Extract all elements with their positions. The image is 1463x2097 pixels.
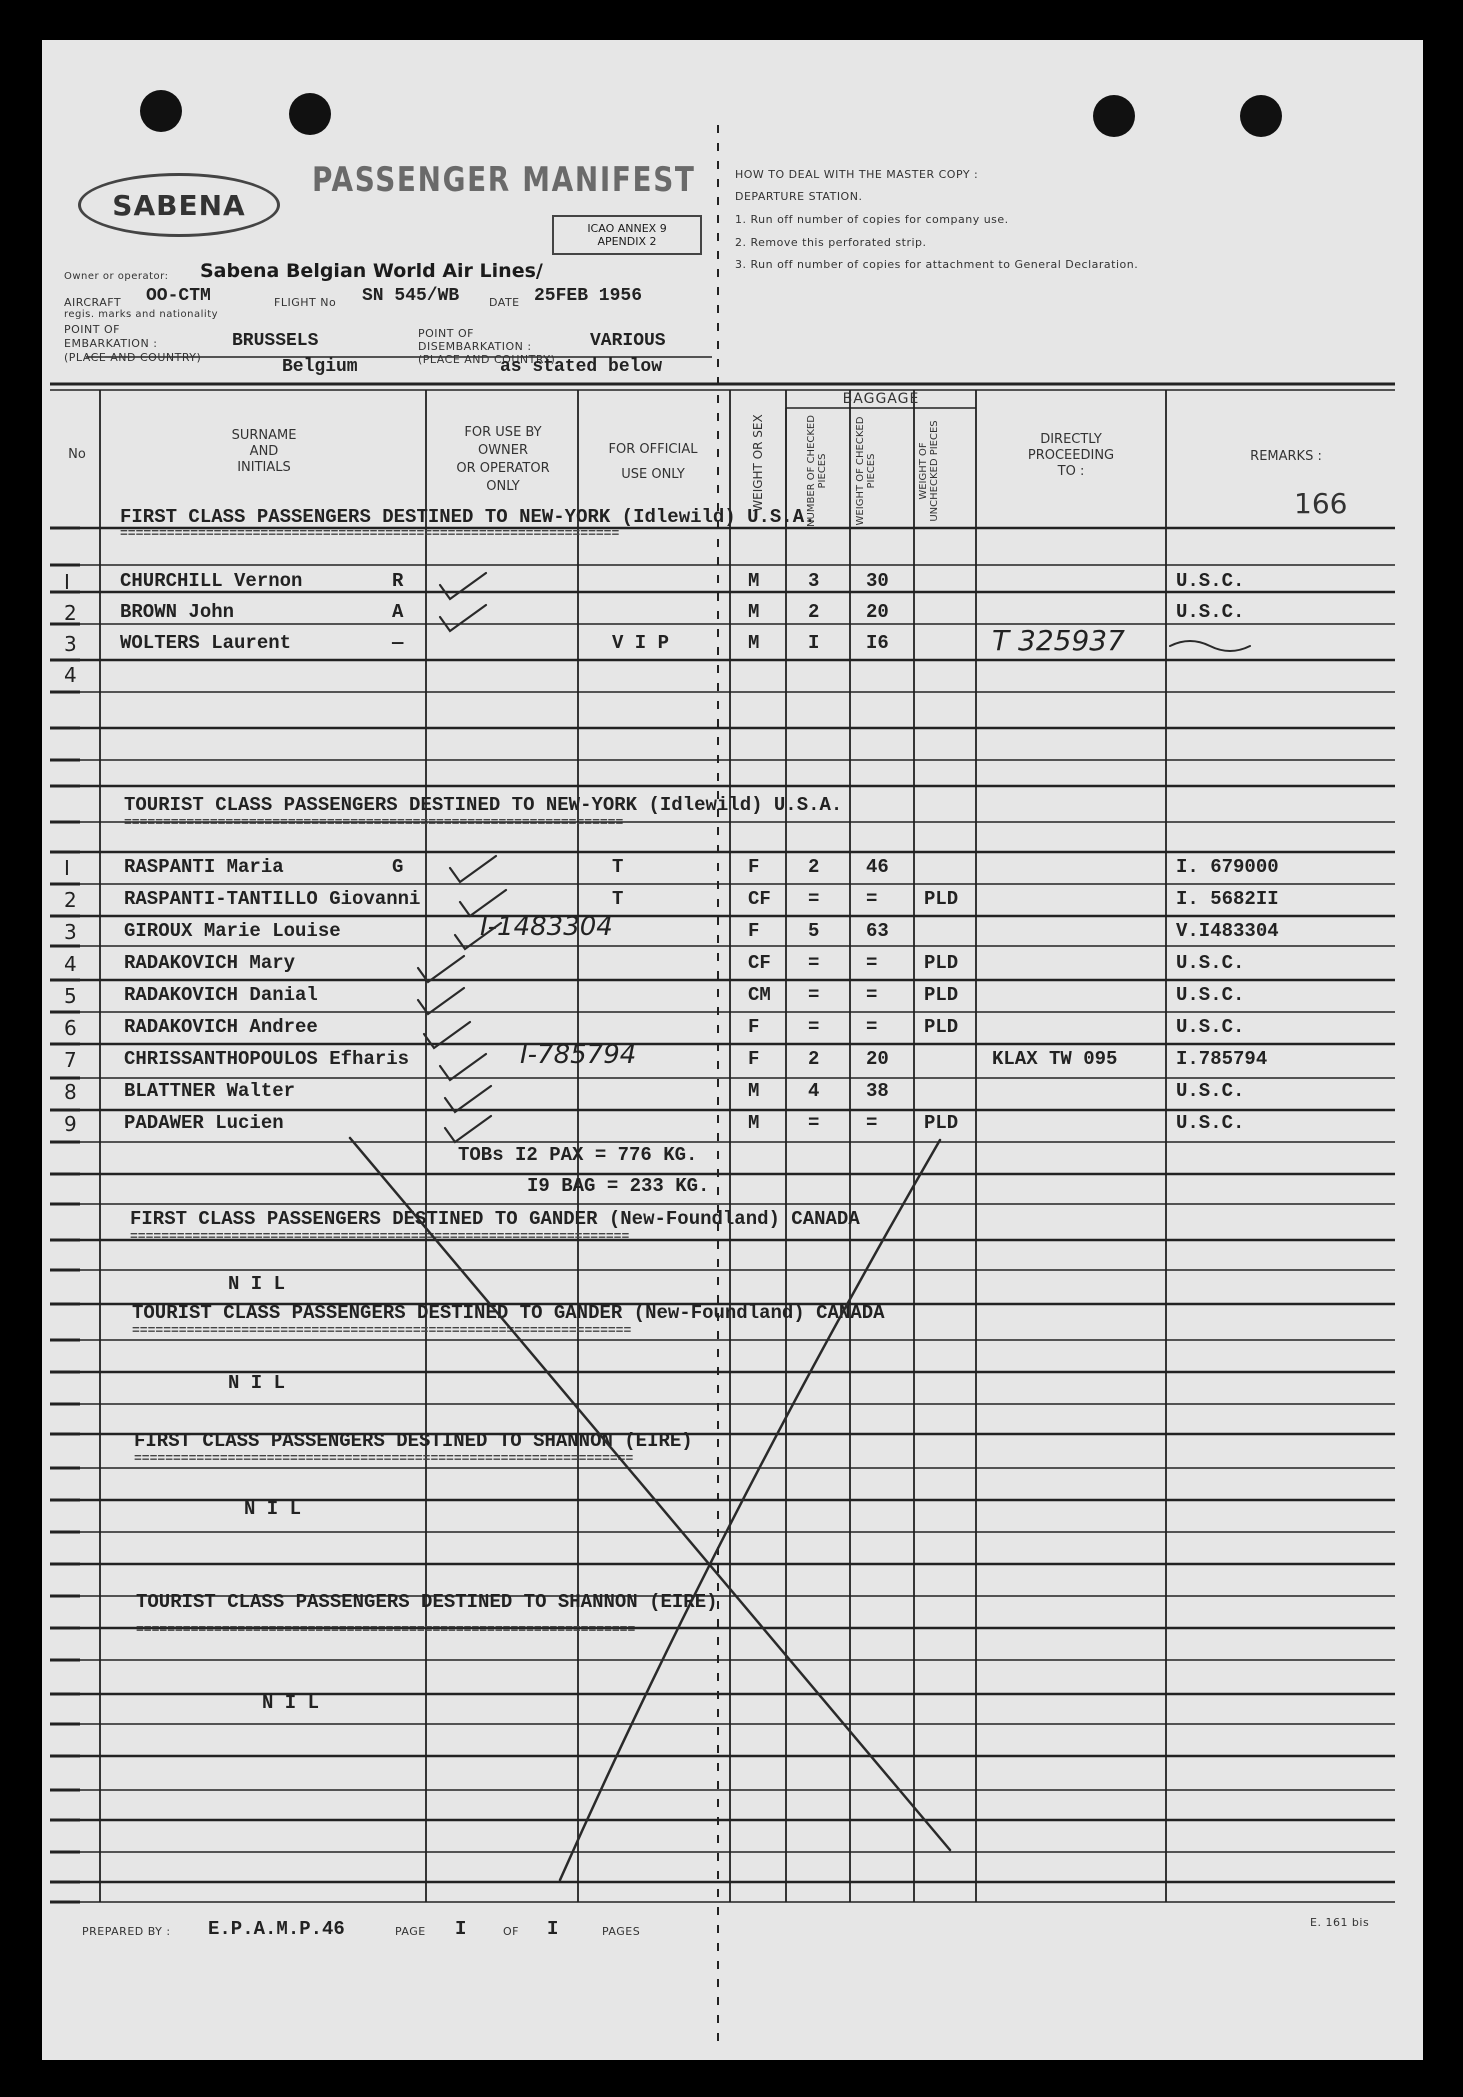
instructions-line-3: 1. Run off number of copies for company use. xyxy=(735,213,1009,226)
cell-pcs: 2 xyxy=(808,601,820,623)
cell-init: G xyxy=(392,856,404,878)
cell-remarks: I.785794 xyxy=(1176,1048,1268,1070)
operator-value: Sabena Belgian World Air Lines/ xyxy=(200,260,543,282)
cell-sex: CF xyxy=(748,888,771,910)
cell-unchk: PLD xyxy=(924,1016,959,1038)
cell-wt: I6 xyxy=(866,632,889,654)
totals-pax: TOBs I2 PAX = 776 KG. xyxy=(458,1144,698,1166)
cell-pcs: 4 xyxy=(808,1080,820,1102)
nil-shannon-first: N I L xyxy=(244,1498,302,1520)
col-sex-header: WEIGHT OR SEX xyxy=(751,414,765,512)
aircraft-sublabel: regis. marks and nationality xyxy=(64,309,219,320)
cell-no: 4 xyxy=(64,952,77,976)
cell-no: 9 xyxy=(64,1112,77,1136)
check-mark xyxy=(460,890,506,916)
cell-no: 3 xyxy=(64,632,77,656)
check-mark xyxy=(440,573,486,599)
cell-name: BROWN John xyxy=(120,601,235,623)
col-baggage-header: BAGGAGE xyxy=(842,391,920,407)
cell-pcs: = xyxy=(808,888,820,910)
col-owner-line: OWNER xyxy=(477,443,529,458)
section-first-class-new-york: FIRST CLASS PASSENGERS DESTINED TO NEW-YORK (Idlewild) U.S.A. xyxy=(120,506,816,528)
col-official-line: USE ONLY xyxy=(621,467,685,482)
flight-label: FLIGHT No xyxy=(274,296,337,309)
cell-name: BLATTNER Walter xyxy=(124,1080,296,1102)
embarkation-country: Belgium xyxy=(282,357,358,377)
cell-pcs: = xyxy=(808,1016,820,1038)
cell-sex: F xyxy=(748,856,760,878)
check-mark xyxy=(445,1116,491,1142)
cell-name: RASPANTI Maria xyxy=(124,856,284,878)
section-first-class-shannon: FIRST CLASS PASSENGERS DESTINED TO SHANNON (EIRE) xyxy=(134,1430,693,1452)
disembarkation-country: as stated below xyxy=(500,357,663,377)
dash-rule: ================================================================ xyxy=(136,1622,636,1637)
col-wt-unchecked-header: WEIGHT OF UNCHECKED PIECES xyxy=(918,420,940,522)
col-owner-line: FOR USE BY xyxy=(464,425,542,440)
cell-sex: M xyxy=(748,1080,760,1102)
section-first-class-gander: FIRST CLASS PASSENGERS DESTINED TO GANDER (New-Foundland) CANADA xyxy=(130,1208,860,1230)
cell-pcs: 3 xyxy=(808,570,820,592)
cell-sex: F xyxy=(748,920,760,942)
cell-name: PADAWER Lucien xyxy=(124,1112,284,1134)
cell-remarks: U.S.C. xyxy=(1176,1016,1245,1038)
cell-wt: 63 xyxy=(866,920,889,942)
cell-remarks: U.S.C. xyxy=(1176,1080,1245,1102)
cell-unchk: PLD xyxy=(924,952,959,974)
cell-wt: = xyxy=(866,888,878,910)
cell-sex: M xyxy=(748,1112,760,1134)
cell-sex: F xyxy=(748,1016,760,1038)
cell-no: 8 xyxy=(64,1080,77,1104)
cell-official: T xyxy=(612,888,624,910)
cell-pcs: 2 xyxy=(808,1048,820,1070)
cell-no: 2 xyxy=(64,888,77,912)
cell-pcs: = xyxy=(808,984,820,1006)
of-label: OF xyxy=(503,1925,519,1938)
cell-proc: KLAX TW 095 xyxy=(992,1048,1118,1070)
instructions-line-2: DEPARTURE STATION. xyxy=(735,190,863,203)
col-wt-checked-header: WEIGHT OF CHECKED PIECES xyxy=(855,416,877,526)
section-tourist-class-shannon: TOURIST CLASS PASSENGERS DESTINED TO SHANNON (EIRE) xyxy=(136,1591,718,1613)
cell-wt: 30 xyxy=(866,570,889,592)
form-title: PASSENGER MANIFEST xyxy=(312,160,696,200)
cell-no: 6 xyxy=(64,1016,77,1040)
col-num-checked-header: NUMBER OF CHECKED PIECES xyxy=(806,415,828,527)
page-label: PAGE xyxy=(395,1925,426,1938)
cell-init: — xyxy=(392,632,404,654)
check-mark xyxy=(440,1054,486,1080)
col-name-line: AND xyxy=(249,444,279,459)
aircraft-value: OO-CTM xyxy=(146,286,211,306)
date-value: 25FEB 1956 xyxy=(534,286,643,306)
cell-official: T xyxy=(612,856,624,878)
embarkation-label-1: POINT OF xyxy=(64,323,120,336)
check-mark xyxy=(424,1022,470,1048)
check-mark xyxy=(440,605,486,631)
handwritten-number: I-1483304 xyxy=(480,912,613,942)
cell-init: A xyxy=(392,601,404,623)
handwritten-number: I-785794 xyxy=(520,1040,637,1070)
form-code: E. 161 bis xyxy=(1310,1916,1370,1929)
col-name-line: SURNAME xyxy=(231,428,297,443)
embarkation-label-2: EMBARKATION : xyxy=(64,337,158,350)
disembarkation-label-1: POINT OF xyxy=(418,327,474,340)
check-mark xyxy=(418,988,464,1014)
cell-official: V I P xyxy=(612,632,670,654)
cell-wt: 20 xyxy=(866,1048,889,1070)
cell-name: RADAKOVICH Andree xyxy=(124,1016,318,1038)
cell-unchk: PLD xyxy=(924,984,959,1006)
cell-unchk: PLD xyxy=(924,1112,959,1134)
cell-pcs: = xyxy=(808,1112,820,1134)
dash-rule: ================================================================ xyxy=(132,1323,632,1338)
cell-wt: 20 xyxy=(866,601,889,623)
col-owner-line: OR OPERATOR xyxy=(456,461,550,476)
cell-remarks: U.S.C. xyxy=(1176,601,1245,623)
scribble xyxy=(1170,641,1250,651)
cell-no: I xyxy=(64,856,70,880)
nil-shannon-tourist: N I L xyxy=(262,1692,320,1714)
cell-pcs: 2 xyxy=(808,856,820,878)
dash-rule: ================================================================ xyxy=(134,1451,634,1466)
page-value: I xyxy=(455,1918,467,1940)
col-remarks-header: REMARKS : xyxy=(1250,449,1322,464)
cell-remarks: U.S.C. xyxy=(1176,1112,1245,1134)
cell-sex: M xyxy=(748,570,760,592)
cell-name: CHRISSANTHOPOULOS Efharis xyxy=(124,1048,410,1070)
cell-remarks: I. 5682II xyxy=(1176,888,1279,910)
cell-sex: F xyxy=(748,1048,760,1070)
cell-no: 7 xyxy=(64,1048,77,1072)
check-mark xyxy=(418,956,464,982)
aircraft-label: AIRCRAFT xyxy=(64,296,122,309)
cell-wt: = xyxy=(866,984,878,1006)
col-proceeding-line: PROCEEDING xyxy=(1027,448,1115,463)
dash-rule: ================================================================ xyxy=(130,1229,630,1244)
cell-remarks: I. 679000 xyxy=(1176,856,1279,878)
cell-wt: = xyxy=(866,1016,878,1038)
cell-no: I xyxy=(64,570,70,594)
instructions-line-4: 2. Remove this perforated strip. xyxy=(735,236,927,249)
cell-wt: 38 xyxy=(866,1080,889,1102)
flight-value: SN 545/WB xyxy=(362,286,460,306)
cell-pcs: I xyxy=(808,632,820,654)
embarkation-value: BRUSSELS xyxy=(232,331,319,351)
section-tourist-class-gander: TOURIST CLASS PASSENGERS DESTINED TO GANDER (New-Foundland) CANADA xyxy=(132,1302,885,1324)
annex-line-1: ICAO ANNEX 9 xyxy=(587,222,667,235)
cell-wt: 46 xyxy=(866,856,889,878)
of-value: I xyxy=(547,1918,559,1940)
cell-sex: CM xyxy=(748,984,771,1006)
dash-rule: ================================================================ xyxy=(120,526,620,541)
disembarkation-label-2: DISEMBARKATION : xyxy=(418,340,532,353)
cell-name: RADAKOVICH Mary xyxy=(124,952,296,974)
instructions-line-1: HOW TO DEAL WITH THE MASTER COPY : xyxy=(735,168,979,181)
cell-wt: = xyxy=(866,952,878,974)
cell-no: 3 xyxy=(64,920,77,944)
check-mark xyxy=(455,923,501,949)
check-mark xyxy=(445,1086,491,1112)
cell-proc: T 325937 xyxy=(992,624,1125,657)
col-proceeding-line: TO : xyxy=(1057,464,1085,479)
instructions-line-5: 3. Run off number of copies for attachment to General Declaration. xyxy=(735,258,1139,271)
prepared-by-value: E.P.A.M.P.46 xyxy=(208,1918,345,1940)
col-no-header: No xyxy=(68,447,86,462)
nil-gander-first: N I L xyxy=(228,1273,286,1295)
cell-pcs: = xyxy=(808,952,820,974)
section-tourist-class-new-york: TOURIST CLASS PASSENGERS DESTINED TO NEW-YORK (Idlewild) U.S.A. xyxy=(124,794,843,816)
cell-name: RASPANTI-TANTILLO Giovanni xyxy=(124,888,421,910)
cross-out-stroke xyxy=(350,1138,950,1850)
cell-name: WOLTERS Laurent xyxy=(120,632,292,654)
col-official-line: FOR OFFICIAL xyxy=(608,442,698,457)
embarkation-label-3: (PLACE AND COUNTRY) xyxy=(64,351,202,364)
cell-remarks: U.S.C. xyxy=(1176,952,1245,974)
cell-unchk: PLD xyxy=(924,888,959,910)
cell-init: R xyxy=(392,570,404,592)
cell-no: 5 xyxy=(64,984,77,1008)
cell-sex: M xyxy=(748,601,760,623)
page-reference-number: 166 xyxy=(1294,487,1348,520)
totals-bag: I9 BAG = 233 KG. xyxy=(527,1175,710,1197)
nil-gander-tourist: N I L xyxy=(228,1372,286,1394)
cell-no: 4 xyxy=(64,663,77,687)
annex-line-2: APENDIX 2 xyxy=(597,235,657,248)
check-mark xyxy=(450,856,496,882)
operator-label: Owner or operator: xyxy=(64,271,169,282)
date-label: DATE xyxy=(489,296,520,309)
cell-pcs: 5 xyxy=(808,920,820,942)
cell-sex: M xyxy=(748,632,760,654)
disembarkation-value: VARIOUS xyxy=(590,331,666,351)
cell-name: RADAKOVICH Danial xyxy=(124,984,318,1006)
cell-no: 2 xyxy=(64,601,77,625)
prepared-by-label: PREPARED BY : xyxy=(82,1925,171,1938)
cell-remarks: V.I483304 xyxy=(1176,920,1279,942)
cell-wt: = xyxy=(866,1112,878,1134)
sabena-logo: SABENA xyxy=(78,173,280,237)
pages-label: PAGES xyxy=(602,1925,641,1938)
cell-remarks: U.S.C. xyxy=(1176,570,1245,592)
cell-name: CHURCHILL Vernon xyxy=(120,570,303,592)
cell-remarks: U.S.C. xyxy=(1176,984,1245,1006)
cell-sex: CF xyxy=(748,952,771,974)
col-proceeding-line: DIRECTLY xyxy=(1040,432,1102,447)
disembarkation-label-3: (PLACE AND COUNTRY) xyxy=(418,353,556,366)
col-owner-line: ONLY xyxy=(486,479,520,494)
cell-name: GIROUX Marie Louise xyxy=(124,920,341,942)
col-name-line: INITIALS xyxy=(237,460,291,475)
dash-rule: ================================================================ xyxy=(124,815,624,830)
